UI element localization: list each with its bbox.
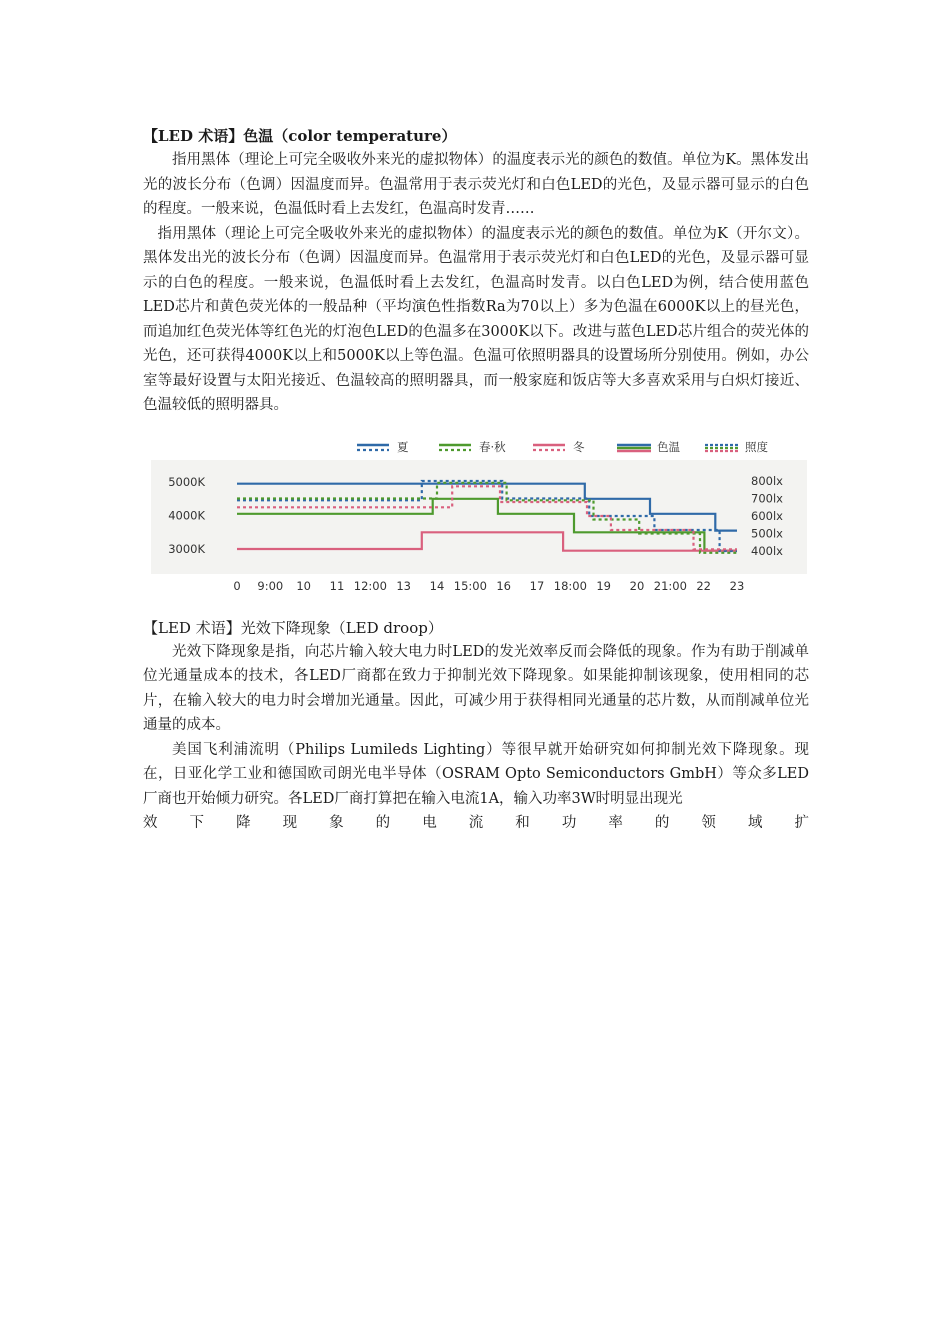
y-right-tick-label: 800lx (751, 473, 783, 488)
color-temperature-chart (147, 432, 811, 600)
legend-label: 夏 (397, 439, 409, 454)
section-heading-color-temperature: 【LED 术语】色温（color temperature） (143, 127, 457, 145)
x-tick-label: 0 (233, 578, 241, 593)
document-page (143, 124, 809, 836)
legend-label: 色温 (657, 439, 680, 454)
paragraph-droop-research-last-line: 效 下 降 现 象 的 电 流 和 功 率 的 领 域 扩 (143, 815, 809, 831)
x-tick-label: 23 (729, 578, 745, 593)
y-right-tick-label: 600lx (751, 508, 783, 523)
x-tick-label: 9:00 (257, 578, 284, 593)
legend-label: 春·秋 (479, 439, 506, 454)
x-tick-label: 11 (329, 578, 345, 593)
x-tick-label: 20 (629, 578, 645, 593)
y-right-tick-label: 700lx (751, 491, 783, 505)
x-tick-label: 14 (429, 578, 445, 593)
x-tick-label: 19 (596, 578, 611, 593)
x-tick-label: 21:00 (653, 578, 687, 593)
x-tick-label: 16 (496, 578, 511, 593)
plot-area (151, 460, 807, 574)
y-left-tick-label: 4000K (168, 508, 205, 522)
x-tick-label: 22 (696, 578, 711, 593)
x-tick-label: 18:00 (553, 578, 587, 593)
y-right-tick-label: 400lx (751, 543, 783, 558)
y-left-tick-label: 3000K (168, 541, 205, 556)
x-tick-label: 12:00 (353, 578, 387, 593)
legend-label: 冬 (573, 439, 585, 454)
y-left-tick-label: 5000K (168, 474, 205, 489)
x-tick-label: 15:00 (453, 578, 487, 593)
x-tick-label: 17 (529, 578, 545, 593)
section-heading-led-droop: 【LED 术语】光效下降现象（LED droop） (143, 618, 443, 637)
x-tick-label: 13 (396, 578, 411, 593)
y-right-tick-label: 500lx (751, 526, 783, 540)
chart-svg (147, 432, 811, 600)
paragraph-summary: 指用黑体（理论上可完全吸收外来光的虚拟物体）的温度表示光的颜色的数值。单位为K。黑体发出光的波长分布（色调）因温度而异。色温常用于表示荧光灯和白色LED的光色，及显示器可显示的白色的程度。一般来说，色温低时看上去发红，色温高时发青…… (143, 152, 809, 217)
x-tick-label: 10 (296, 578, 311, 593)
paragraph-detail: 指用黑体（理论上可完全吸收外来光的虚拟物体）的温度表示光的颜色的数值。单位为K（开尔文）。黑体发出光的波长分布（色调）因温度而异。色温常用于表示荧光灯和白色LED的光色，及显示器可显示的白色的程度。一般来说，色温低时看上去发红，色温高时发青。以白色LED为例，结合使用蓝色LED芯片和黄色荧光体的一般品种（平均演色性指数Ra为70以上）多为色温在6000K以上的昼光色，而追加红色荧光体等红色光的灯泡色LED的色温多在3000K以下。改进与蓝色LED芯片组合的荧光体的光色，还可获得4000K以上和5000K以上等色温。色温可依照明器具的设置场所分别使用。例如，办公室等最好设置与太阳光接近、色温较高的照明器具，而一般家庭和饭店等大多喜欢采用与白炽灯接近、色温较低的照明器具。 (143, 225, 809, 413)
paragraph-droop-definition: 光效下降现象是指，向芯片输入较大电力时LED的发光效率反而会降低的现象。作为有助于削减单位光通量成本的技术，各LED厂商都在致力于抑制光效下降现象。如果能抑制该现象，使用相同的芯片，在输入较大的电力时会增加光通量。因此，可减少用于获得相同光通量的芯片数，从而削减单位光通量的成本。 (143, 643, 809, 733)
paragraph-droop-research: 美国飞利浦流明（Philips Lumileds Lighting）等很早就开始研究如何抑制光效下降现象。现在，日亚化学工业和德国欧司朗光电半导体（OSRAM Opto Semiconductors GmbH）等众多LED厂商也开始倾力研究。各LED厂商打算把在输入电流1A，输入功率3W时明显出现光 (143, 741, 809, 807)
legend-label: 照度 (745, 439, 768, 454)
